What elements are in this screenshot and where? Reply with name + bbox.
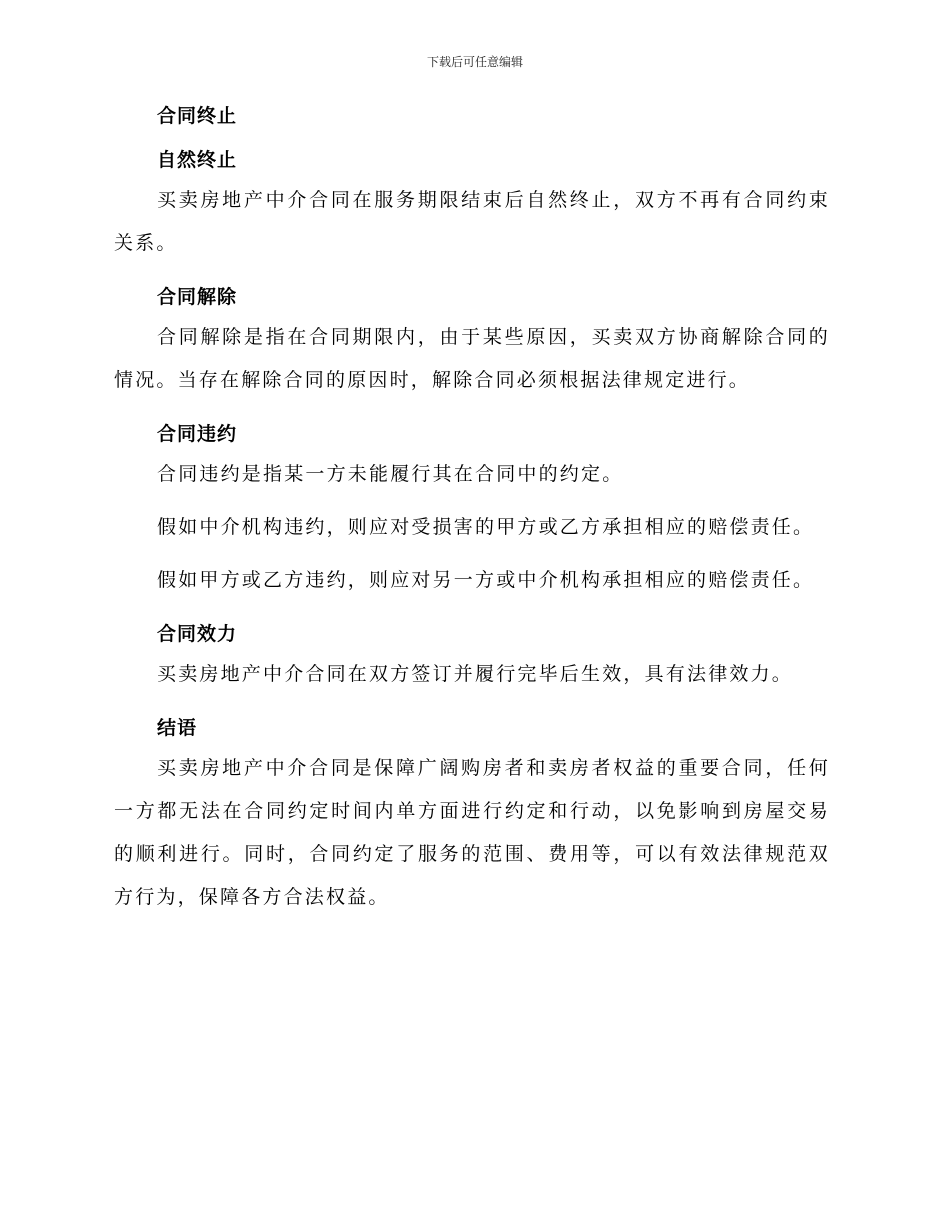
paragraph-effect: 买卖房地产中介合同在双方签订并履行完毕后生效，具有法律效力。: [157, 663, 794, 685]
paragraph-conclusion: 买卖房地产中介合同是保障广阔购房者和卖房者权益的重要合同，任何一方都无法在合同约定时间内单方面进行约定和行动，以免影响到房屋交易的顺利进行。同时，合同约定了服务的范围、费用等，可以有效法律规范双方行为，保障各方合法权益。: [114, 757, 830, 908]
paragraph-breach-parties: 假如甲方或乙方违约，则应对另一方或中介机构承担相应的赔偿责任。: [157, 569, 815, 591]
document-body: [114, 0, 830, 919]
page-header: 下载后可任意编辑: [426, 55, 523, 69]
paragraph-natural-termination: 买卖房地产中介合同在服务期限结束后自然终止，双方不再有合同约束关系。: [114, 189, 830, 254]
section-heading-effect: 合同效力: [157, 623, 238, 645]
paragraph-breach-agency: 假如中介机构违约，则应对受损害的甲方或乙方承担相应的赔偿责任。: [157, 516, 815, 538]
section-heading-conclusion: 结语: [157, 717, 198, 739]
paragraph-rescission: 合同解除是指在合同期限内，由于某些原因，买卖双方协商解除合同的情况。当存在解除合同的原因时，解除合同必须根据法律规定进行。: [114, 326, 830, 391]
section-heading-rescission: 合同解除: [157, 286, 238, 308]
section-heading-termination: 合同终止: [157, 105, 238, 127]
section-heading-natural-termination: 自然终止: [157, 149, 238, 171]
paragraph-breach-definition: 合同违约是指某一方未能履行其在合同中的约定。: [157, 463, 624, 485]
section-heading-breach: 合同违约: [157, 423, 238, 445]
